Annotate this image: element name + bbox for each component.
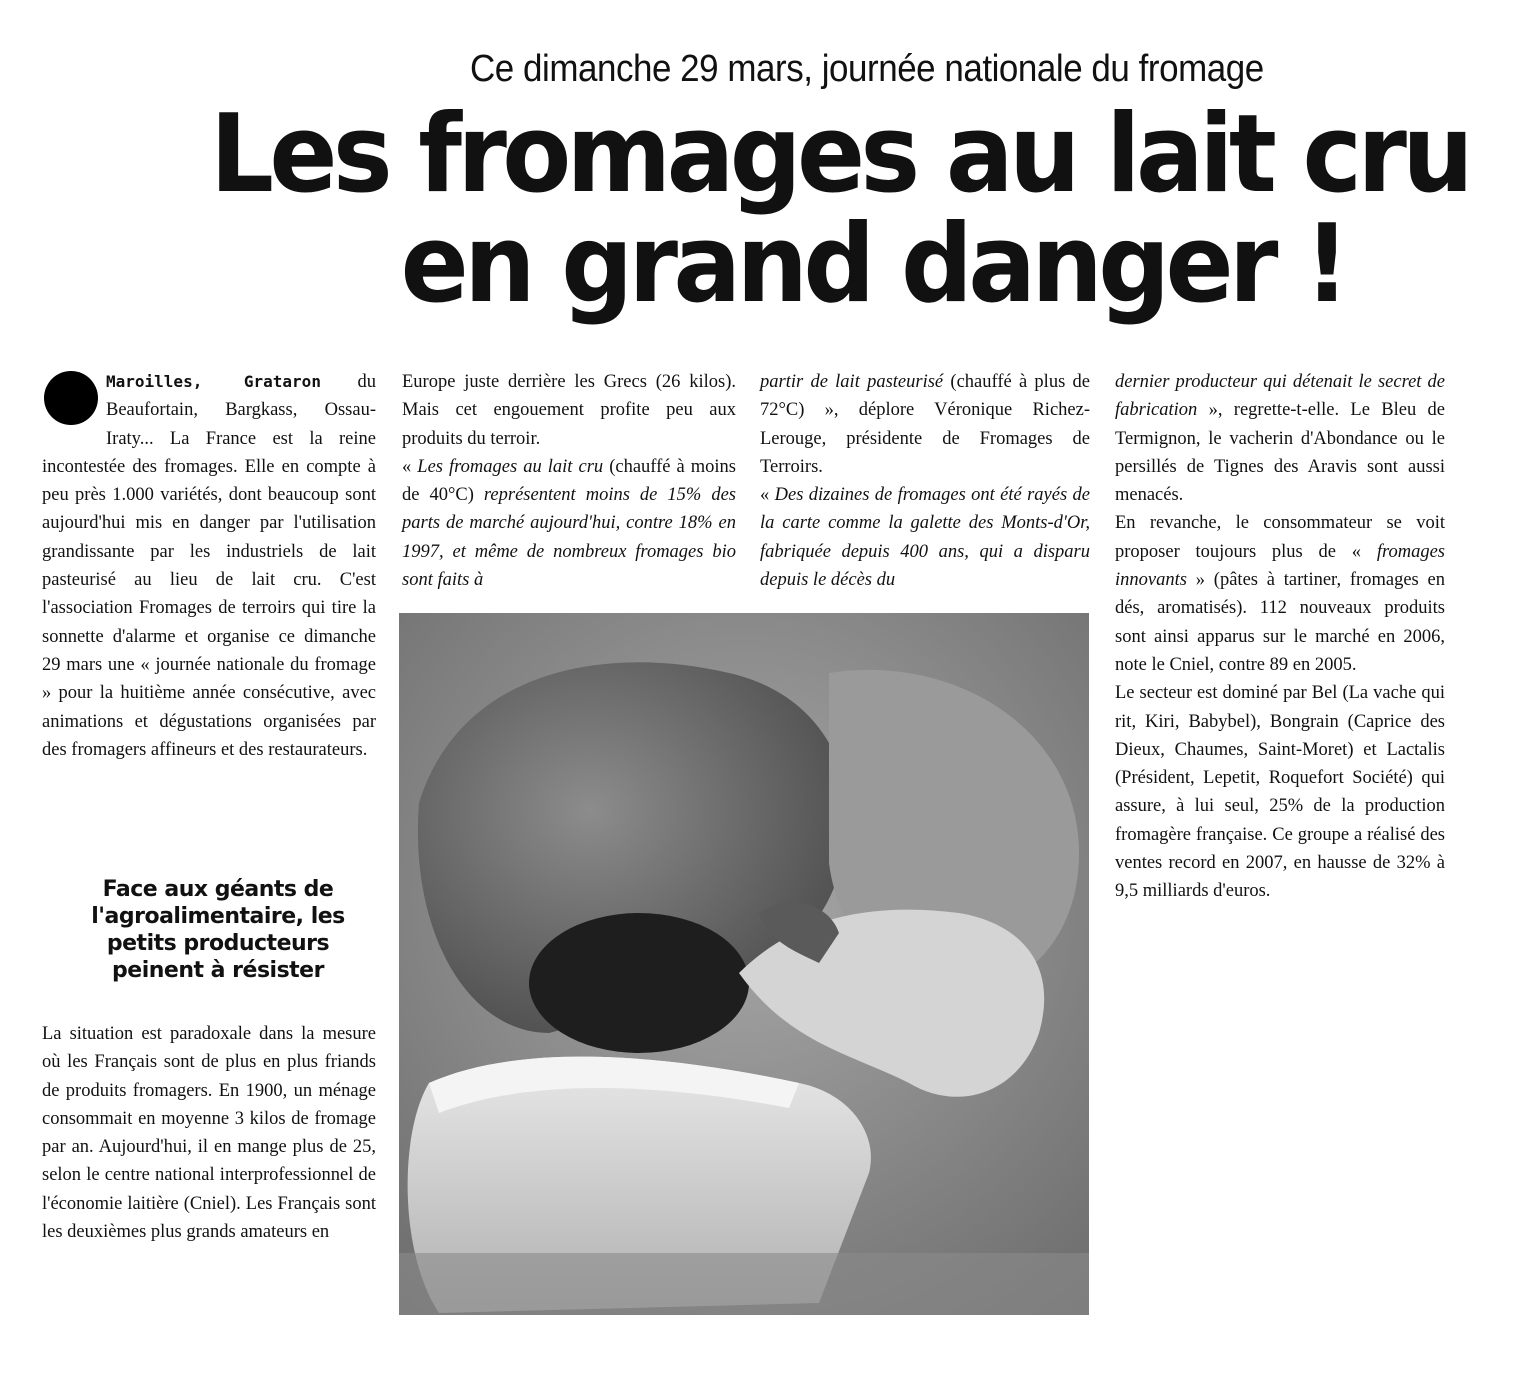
- italic-text: fromages innovants: [1115, 541, 1445, 591]
- column-4-paragraph-2: [1115, 509, 1445, 679]
- column-1-continued: [42, 1020, 376, 1246]
- column-4-paragraph-1: [1115, 368, 1445, 509]
- quote-open: «: [760, 485, 775, 506]
- column-4: [1115, 368, 1445, 906]
- italic-text: partir de lait pasteurisé: [760, 372, 944, 392]
- paragraph-text: » (pâtes à tartiner, fromages en dés, aromatisés). 112 nouveaux produits sont ainsi apparus sur le marché en 2006, note le Cniel, contre 89 en 2005.: [1115, 570, 1445, 675]
- headline-line-1: Les fromages au lait cru: [210, 92, 1470, 217]
- italic-text: Les fromages au lait cru: [417, 456, 604, 477]
- column-2-paragraph-2: [402, 453, 736, 594]
- bullet-dot-icon: [44, 371, 98, 425]
- paragraph-text: (chauffé à moins de 40°C): [402, 456, 736, 506]
- italic-text: dernier producteur qui détenait le secret de fabrication: [1115, 372, 1445, 421]
- headline-line-2: en grand danger !: [400, 202, 1346, 327]
- column-1: [42, 368, 376, 764]
- column-1-paragraph-2: La situation est paradoxale dans la mesure où les Français sont de plus en plus friands de produits fromagers. En 1900, un ménage consommait en moyenne 3 kilos de fromage par an. Aujourd'hui, il en mange plus de 25, selon le centre national interprofessionnel de l'économie laitière (Cniel). Les Français sont les deuxièmes plus grands amateurs en: [42, 1024, 376, 1243]
- italic-text: Des dizaines de fromages ont été rayés de la carte comme la galette des Monts-d'Or, fabriquée depuis 400 ans, qui a disparu depuis le décès du: [760, 485, 1091, 591]
- paragraph-text: En revanche, le consommateur se voit proposer toujours plus de «: [1115, 513, 1445, 562]
- paragraph-text: », regrette-t-elle. Le Bleu de Termignon, le vacherin d'Abondance ou le persillés de Tignes des Aravis sont aussi menacés.: [1115, 400, 1445, 506]
- article-kicker: Ce dimanche 29 mars, journée nationale du fromage: [470, 48, 1264, 90]
- cheese-photo: [399, 613, 1089, 1315]
- column-2: [402, 368, 736, 594]
- article-headline: [210, 92, 1470, 327]
- paragraph-text: du Beaufortain, Bargkass, Ossau-Iraty... La France est la reine incontestée des fromages. Elle en compte à peu près 1.000 variétés, dont beaucoup sont aujourd'hui mis en danger par l'utilisation grandissante par les industriels de lait pasteurisé au lieu de lait cru. C'est l'association Fromages de terroirs qui tire la sonnette d'alarme et organise ce dimanche 29 mars une « journée nationale du fromage » pour la huitième année consécutive, avec animations et dégustations organisées par des fromagers affineurs et des restaurateurs.: [42, 372, 376, 760]
- column-1-paragraph-1: [42, 368, 376, 764]
- lead-words: Maroilles, Grataron: [106, 372, 321, 391]
- article-subhead: Face aux géants de l'agroalimentaire, les petits producteurs peinent à résister: [91, 877, 345, 983]
- quote-open: «: [402, 456, 418, 477]
- column-2-paragraph-1: Europe juste derrière les Grecs (26 kilos). Mais cet engouement profite peu aux produits du terroir.: [402, 372, 736, 449]
- cheese-photo-drawing: [399, 613, 1089, 1315]
- column-3: [760, 368, 1090, 594]
- column-3-paragraph-2: [760, 481, 1090, 594]
- paragraph-text: (chauffé à plus de 72°C) », déplore Véronique Richez-Lerouge, présidente de Fromages de Terroirs.: [760, 372, 1090, 477]
- column-3-paragraph-1: [760, 368, 1090, 481]
- column-4-paragraph-3: Le secteur est dominé par Bel (La vache qui rit, Kiri, Babybel), Bongrain (Caprice des Dieux, Chaumes, Saint-Moret) et Lactalis (Président, Lepetit, Roquefort Société) qui assure, à lui seul, 25% de la production fromagère française. Ce groupe a réalisé des ventes record en 2007, en hausse de 32% à 9,5 milliards d'euros.: [1115, 683, 1445, 902]
- italic-text: représentent moins de 15% des parts de marché aujourd'hui, contre 18% en 1997, et même de nombreux fromages bio sont faits à: [402, 485, 736, 591]
